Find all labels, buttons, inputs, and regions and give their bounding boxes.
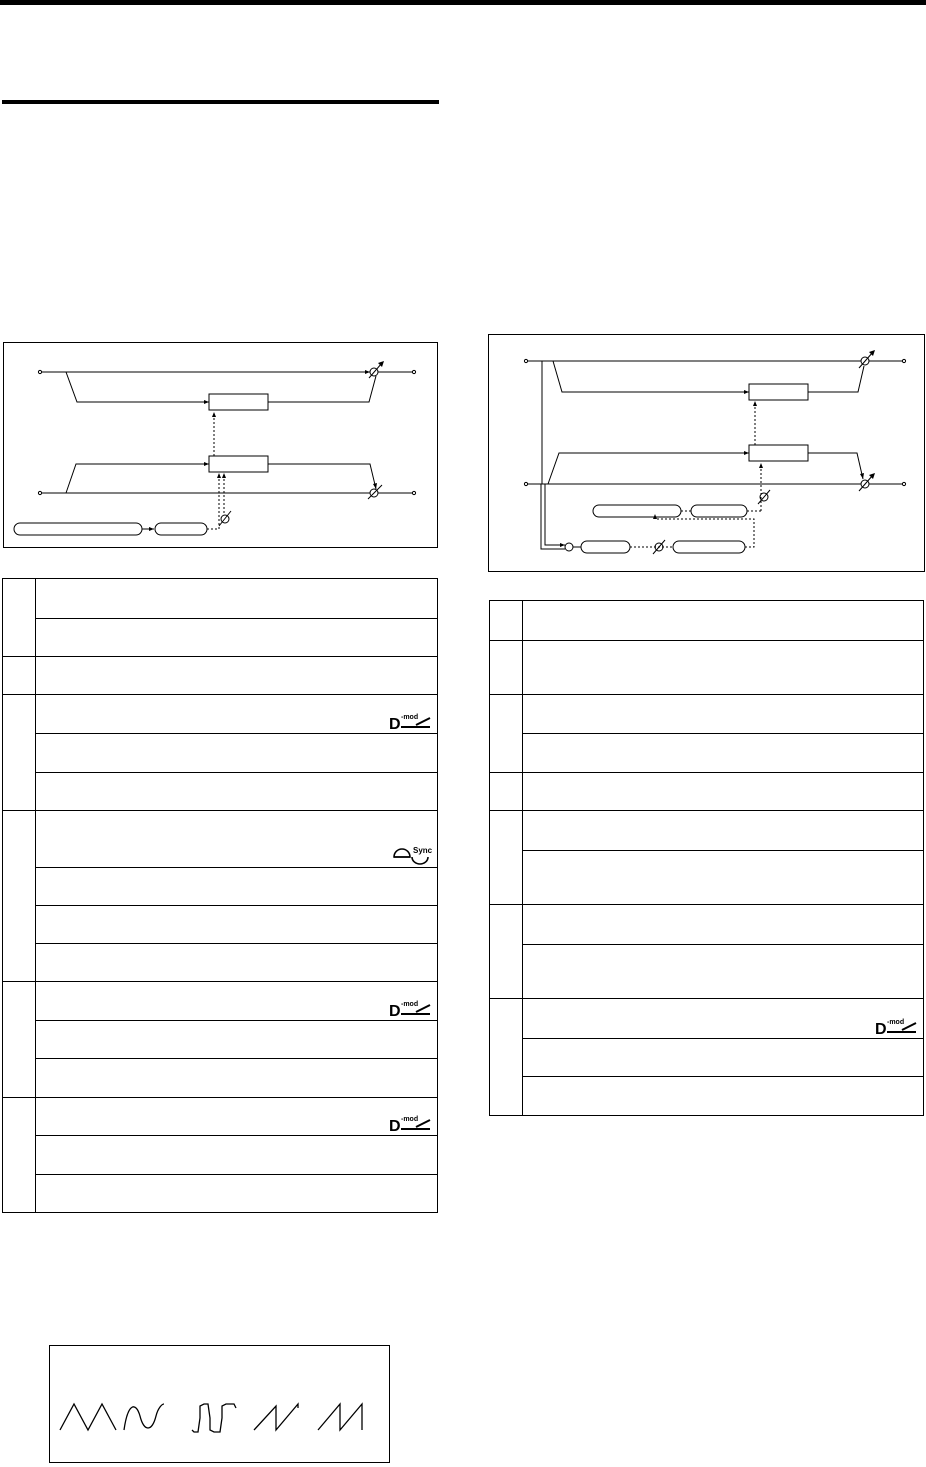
param-group-number <box>3 982 36 1098</box>
param-group-number <box>490 695 523 773</box>
param-group-number <box>490 773 523 811</box>
param-cell <box>36 695 438 734</box>
param-cell <box>523 1077 924 1116</box>
left-parameter-table <box>2 578 438 1213</box>
svg-text:D: D <box>389 1118 401 1133</box>
param-group-number <box>3 579 36 657</box>
param-row <box>490 641 924 695</box>
param-cell <box>36 944 438 982</box>
param-row <box>3 657 438 695</box>
param-cell <box>523 851 924 905</box>
param-row <box>490 811 924 851</box>
param-cell <box>523 999 924 1039</box>
param-row <box>3 868 438 906</box>
param-row <box>3 906 438 944</box>
param-cell <box>523 1039 924 1077</box>
svg-text:-mod: -mod <box>887 1019 905 1026</box>
right-parameter-table <box>489 600 924 1116</box>
param-row <box>490 905 924 945</box>
param-cell <box>523 773 924 811</box>
param-row <box>490 773 924 811</box>
param-row <box>3 619 438 657</box>
param-cell <box>36 1059 438 1098</box>
param-row <box>3 1021 438 1059</box>
param-row <box>490 945 924 999</box>
param-row <box>3 579 438 619</box>
param-row <box>490 1039 924 1077</box>
param-cell <box>523 601 924 641</box>
svg-text:D: D <box>389 1003 401 1018</box>
param-group-number <box>3 811 36 982</box>
svg-text:Sync: Sync <box>413 846 433 855</box>
param-group-number <box>490 601 523 641</box>
param-cell <box>523 811 924 851</box>
param-group-number <box>490 999 523 1116</box>
svg-text:D: D <box>389 716 401 731</box>
d-mod-icon <box>386 998 434 1018</box>
param-row <box>3 734 438 773</box>
waveform-svg <box>50 1346 389 1462</box>
param-row <box>3 982 438 1021</box>
right-signal-flow-diagram <box>488 334 925 572</box>
tempo-sync-icon <box>386 845 434 865</box>
d-mod-icon <box>872 1016 920 1036</box>
param-cell <box>36 1021 438 1059</box>
param-cell <box>36 906 438 944</box>
param-row <box>3 695 438 734</box>
param-row <box>490 601 924 641</box>
param-cell <box>523 641 924 695</box>
saw-up-wave <box>254 1404 298 1430</box>
lfo-waveform-box <box>49 1345 390 1463</box>
param-cell <box>36 811 438 868</box>
svg-text:-mod: -mod <box>401 714 419 721</box>
param-cell <box>36 579 438 619</box>
param-cell <box>523 905 924 945</box>
svg-text:-mod: -mod <box>401 1001 419 1008</box>
param-group-number <box>3 695 36 811</box>
saw-down-wave <box>318 1404 362 1430</box>
param-group-number <box>3 657 36 695</box>
param-cell <box>36 1098 438 1136</box>
param-row <box>490 1077 924 1116</box>
param-row <box>3 773 438 811</box>
param-group-number <box>490 905 523 999</box>
param-row <box>3 1098 438 1136</box>
right-diagram-svg <box>489 335 926 573</box>
param-row <box>490 695 924 734</box>
section-heading-rule <box>2 100 439 104</box>
param-cell <box>36 868 438 906</box>
param-row <box>3 1175 438 1213</box>
param-row <box>3 811 438 868</box>
left-diagram-svg <box>4 343 439 549</box>
param-group-number <box>490 641 523 695</box>
param-group-number <box>3 1098 36 1213</box>
param-row <box>490 851 924 905</box>
page-top-bar <box>0 0 926 5</box>
param-row <box>3 944 438 982</box>
sine-wave <box>124 1404 164 1430</box>
param-row <box>3 1136 438 1175</box>
svg-text:D: D <box>875 1021 887 1036</box>
triangle-wave <box>60 1404 116 1430</box>
param-cell <box>523 695 924 734</box>
svg-text:-mod: -mod <box>401 1116 419 1123</box>
param-row <box>490 734 924 773</box>
param-cell <box>36 619 438 657</box>
d-mod-icon <box>386 1113 434 1133</box>
param-cell <box>523 734 924 773</box>
param-cell <box>36 657 438 695</box>
param-cell <box>36 734 438 773</box>
param-cell <box>36 982 438 1021</box>
param-group-number <box>490 811 523 905</box>
param-cell <box>523 945 924 999</box>
param-cell <box>36 1175 438 1213</box>
d-mod-icon <box>386 711 434 731</box>
param-row <box>3 1059 438 1098</box>
left-signal-flow-diagram <box>3 342 438 548</box>
square-wave <box>192 1404 236 1432</box>
param-row <box>490 999 924 1039</box>
param-cell <box>36 1136 438 1175</box>
param-cell <box>36 773 438 811</box>
